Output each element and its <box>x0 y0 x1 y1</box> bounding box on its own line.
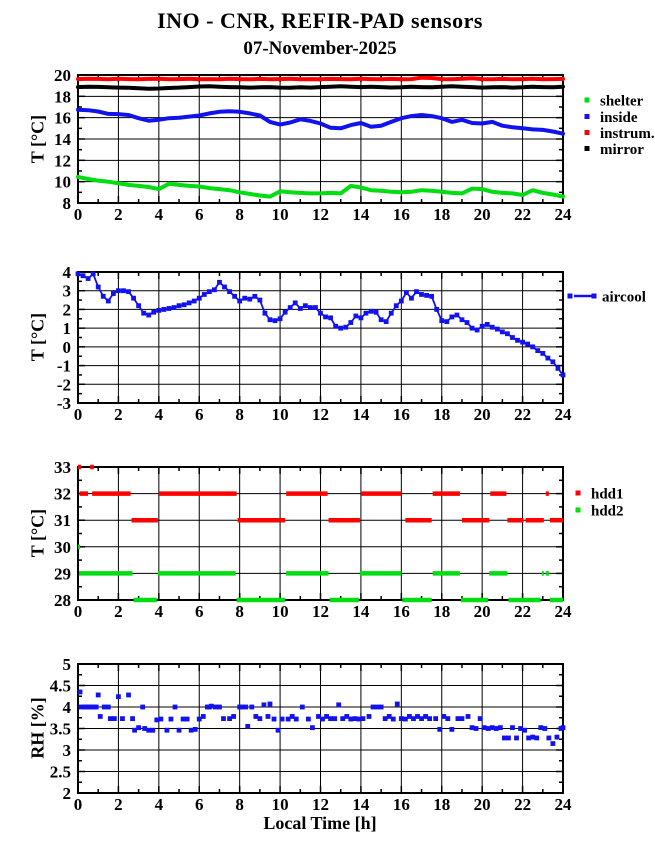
svg-text:10: 10 <box>271 602 289 621</box>
svg-text:16: 16 <box>392 205 410 224</box>
svg-text:18: 18 <box>433 795 451 814</box>
svg-text:5: 5 <box>62 655 71 674</box>
svg-text:14: 14 <box>352 795 370 814</box>
series-instrum <box>78 78 563 80</box>
x-axis-label: Local Time [h] <box>263 813 377 833</box>
legend-label-instrum: instrum. <box>600 126 655 142</box>
svg-text:0: 0 <box>73 405 83 424</box>
svg-text:6: 6 <box>195 405 204 424</box>
svg-text:12: 12 <box>54 151 71 171</box>
svg-text:22: 22 <box>514 205 532 224</box>
svg-text:16: 16 <box>392 405 410 424</box>
svg-text:24: 24 <box>554 205 572 224</box>
panel-2-legend <box>568 290 646 306</box>
svg-text:12: 12 <box>312 602 329 621</box>
svg-text:28: 28 <box>54 591 71 610</box>
chart-title: INO - CNR, REFIR-PAD sensors <box>157 8 483 33</box>
legend-label-hdd1: hdd1 <box>591 486 624 503</box>
panel-2-tick-labels <box>57 263 572 424</box>
svg-text:12: 12 <box>312 205 329 224</box>
svg-text:18: 18 <box>433 405 451 424</box>
svg-text:2: 2 <box>114 795 123 814</box>
svg-text:20: 20 <box>473 795 491 814</box>
svg-text:2: 2 <box>114 205 123 224</box>
panel-3-legend <box>576 487 624 520</box>
svg-text:14: 14 <box>352 405 370 424</box>
svg-text:16: 16 <box>392 602 410 621</box>
svg-text:-2: -2 <box>56 375 71 395</box>
svg-text:29: 29 <box>54 564 71 584</box>
svg-text:6: 6 <box>195 602 204 621</box>
svg-text:31: 31 <box>54 511 71 531</box>
svg-text:4.5: 4.5 <box>49 676 71 696</box>
svg-text:3: 3 <box>62 281 71 301</box>
svg-text:6: 6 <box>195 795 204 814</box>
svg-text:4: 4 <box>154 205 164 224</box>
svg-text:-1: -1 <box>56 356 71 376</box>
y-axis-label-panel1: T [°C] <box>27 114 48 164</box>
svg-text:4: 4 <box>154 795 164 814</box>
panel-1 <box>54 66 655 224</box>
svg-text:22: 22 <box>514 602 532 621</box>
legend-label-shelter: shelter <box>600 93 644 110</box>
panel-1-legend <box>585 94 655 159</box>
legend-label-mirror: mirror <box>600 142 644 158</box>
svg-text:14: 14 <box>352 205 370 224</box>
series-mirror <box>78 86 563 89</box>
svg-text:2.5: 2.5 <box>49 762 71 782</box>
svg-text:20: 20 <box>473 602 491 621</box>
svg-text:22: 22 <box>514 795 532 814</box>
y-axis-label-panel3: T [°C] <box>27 508 48 558</box>
svg-text:0: 0 <box>73 602 83 621</box>
svg-text:20: 20 <box>54 66 71 85</box>
series-RH <box>78 690 566 746</box>
svg-text:12: 12 <box>312 405 329 424</box>
panel-2-grid <box>78 272 563 403</box>
svg-text:20: 20 <box>473 405 491 424</box>
panel-1-grid <box>78 75 563 203</box>
svg-text:8: 8 <box>235 602 244 621</box>
svg-text:6: 6 <box>195 205 204 224</box>
svg-text:30: 30 <box>54 537 71 557</box>
svg-text:22: 22 <box>514 405 532 424</box>
panel-3-grid <box>78 467 563 600</box>
legend-label-inside: inside <box>600 110 638 126</box>
legend-label-aircool: aircool <box>602 289 646 306</box>
svg-text:4: 4 <box>154 405 164 424</box>
svg-text:0: 0 <box>73 795 83 814</box>
svg-text:2: 2 <box>114 405 123 424</box>
svg-text:4: 4 <box>154 602 164 621</box>
svg-text:-3: -3 <box>56 394 71 413</box>
svg-text:14: 14 <box>352 602 370 621</box>
legend-label-hdd2: hdd2 <box>591 503 624 520</box>
svg-text:2: 2 <box>62 300 71 320</box>
svg-text:8: 8 <box>235 205 244 224</box>
svg-text:3.5: 3.5 <box>49 719 71 739</box>
svg-text:18: 18 <box>433 205 451 224</box>
panel-4-tick-labels <box>50 655 572 814</box>
svg-text:10: 10 <box>271 795 289 814</box>
svg-text:3: 3 <box>62 741 71 760</box>
panel-3 <box>54 458 624 621</box>
svg-text:2: 2 <box>62 784 71 803</box>
svg-text:18: 18 <box>54 87 71 107</box>
svg-text:20: 20 <box>473 205 491 224</box>
svg-text:0: 0 <box>62 337 71 357</box>
svg-text:8: 8 <box>235 405 244 424</box>
y-axis-label-panel4: RH [%] <box>27 697 48 759</box>
svg-text:18: 18 <box>433 602 451 621</box>
panel-4 <box>50 655 572 814</box>
chart-subtitle: 07-November-2025 <box>243 38 397 59</box>
svg-text:32: 32 <box>54 484 71 504</box>
svg-text:24: 24 <box>554 602 572 621</box>
svg-text:24: 24 <box>554 795 572 814</box>
svg-text:16: 16 <box>392 795 410 814</box>
svg-text:12: 12 <box>312 795 329 814</box>
svg-text:10: 10 <box>54 172 71 192</box>
svg-text:10: 10 <box>271 205 289 224</box>
svg-text:8: 8 <box>235 795 244 814</box>
svg-text:10: 10 <box>271 405 289 424</box>
svg-text:14: 14 <box>54 130 71 149</box>
svg-text:4: 4 <box>62 698 71 717</box>
svg-text:24: 24 <box>554 405 572 424</box>
svg-text:16: 16 <box>54 108 71 128</box>
svg-text:1: 1 <box>62 319 71 339</box>
svg-text:8: 8 <box>62 194 71 213</box>
svg-text:33: 33 <box>54 458 71 477</box>
svg-text:0: 0 <box>73 205 83 224</box>
panel-3-tick-labels <box>54 458 572 621</box>
svg-text:4: 4 <box>62 263 71 282</box>
y-axis-label-panel2: T [°C] <box>27 312 48 362</box>
panel-2 <box>57 263 646 424</box>
svg-text:2: 2 <box>114 602 123 621</box>
